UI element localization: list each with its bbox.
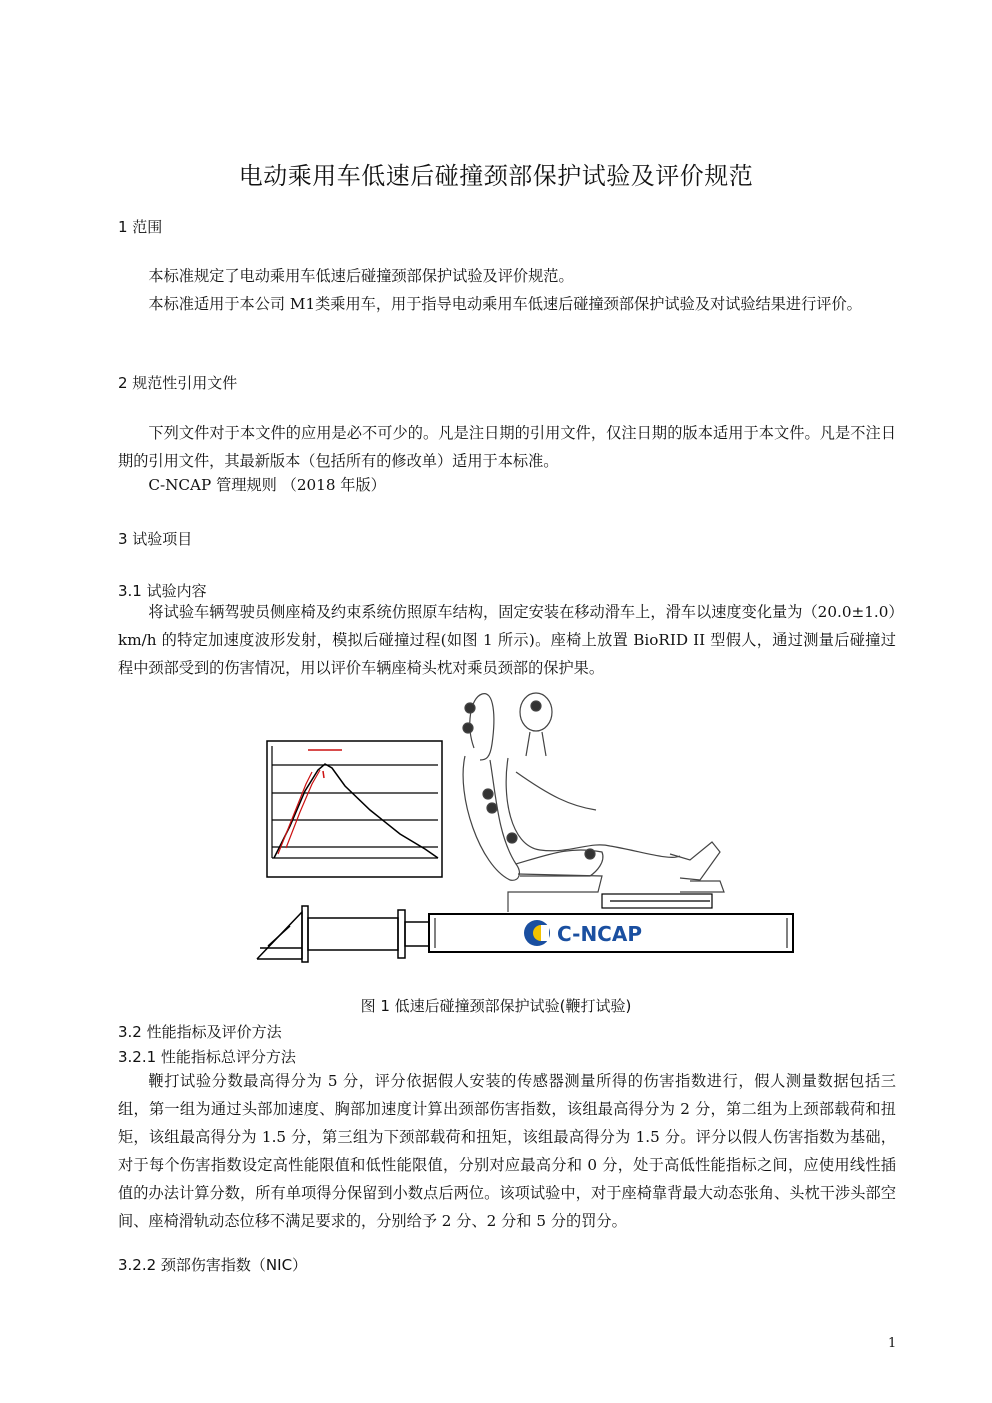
c-ncap-logo-text: C-NCAP: [557, 922, 642, 946]
section-3-1-heading: 3.1 试验内容: [118, 582, 207, 600]
document-title: 电动乘用车低速后碰撞颈部保护试验及评价规范: [238, 162, 754, 190]
section-2-heading: 2 规范性引用文件: [118, 374, 238, 392]
section-3-heading: 3 试验项目: [118, 530, 193, 548]
section-2-paragraph-2: C-NCAP 管理规则 （2018 年版）: [148, 476, 386, 494]
section-3-2-1-paragraph: 鞭打试验分数最高得分为 5 分，评分依据假人安装的传感器测量所得的伤害指数进行，假人测量数据包括三组，第一组为通过头部加速度、胸部加速度计算出颈部伤害指数，该组最高得分为 2 分，第二组为上颈部载荷和扭矩，该组最高得分为 1.5 分，第三组为下颈部载荷和扭矩，该组最高得分为 1.5 分。评分以假人伤害指数为基础，对于每个伤害指数设定高性能限值和低性能限值，分别对应最高分和 0 分，处于高低性能指标之间，应使用线性插值的办法计算分数，所有单项得分保留到小数点后两位。该项试验中，对于座椅靠背最大动态张角、头枕干涉头部空间、座椅滑轨动态位移不满足要求的，分别给予 2 分、2 分和 5 分的罚分。: [118, 1072, 896, 1230]
acceleration-pulse-chart: [267, 741, 442, 877]
moving-sled: [429, 914, 793, 952]
section-1-heading: 1 范围: [118, 218, 163, 236]
section-3-2-heading: 3.2 性能指标及评价方法: [118, 1023, 282, 1041]
section-1-paragraph-2: 本标准适用于本公司 M1类乘用车，用于指导电动乘用车低速后碰撞颈部保护试验及对试验结果进行评价。: [148, 295, 862, 313]
sled-launcher: [257, 906, 429, 962]
section-3-1-paragraph: 将试验车辆驾驶员侧座椅及约束系统仿照原车结构，固定安装在移动滑车上，滑车以速度变化量为（20.0±1.0）km/h 的特定加速度波形发射，模拟后碰撞过程(如图 1 所示)。座椅上放置 BioRID II 型假人，通过测量后碰撞过程中颈部受到的伤害情况，用以评价车辆座椅头枕对乘员颈部的保护果。: [118, 603, 896, 677]
whiplash-test-figure: [250, 686, 800, 976]
page-number: 1: [888, 1336, 897, 1351]
section-1-paragraph-1: 本标准规定了电动乘用车低速后碰撞颈部保护试验及评价规范。: [148, 267, 574, 285]
seat-and-dummy: [463, 693, 724, 912]
figure-caption: 图 1 低速后碰撞颈部保护试验(鞭打试验): [360, 997, 632, 1015]
section-3-2-1-heading: 3.2.1 性能指标总评分方法: [118, 1048, 296, 1066]
section-2-paragraph-1: 下列文件对于本文件的应用是必不可少的。凡是注日期的引用文件，仅注日期的版本适用于本文件。凡是不注日期的引用文件，其最新版本（包括所有的修改单）适用于本标准。: [118, 424, 896, 470]
section-3-2-2-heading: 3.2.2 颈部伤害指数（NIC）: [118, 1256, 308, 1274]
